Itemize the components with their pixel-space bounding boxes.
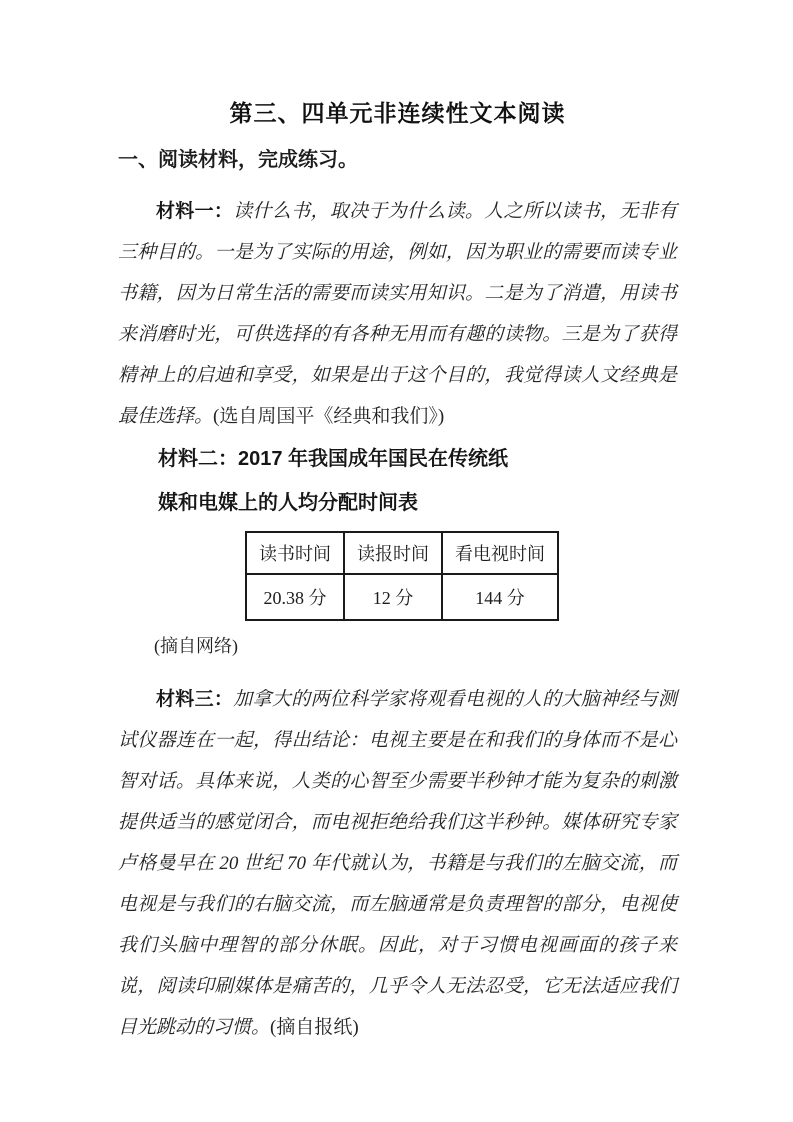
material-three-text: 加拿大的两位科学家将观看电视的人的大脑神经与测试仪器连在一起，得出结论：电视主要是在和我们的身体而不是心智对话。具体来说，人类的心智至少需要半秒钟才能为复杂的刺激提供适当的感觉闭合，而电视拒绝给我们这半秒钟。媒体研究专家卢格曼早在 20 世纪 70 年代就认为，书籍是与我们的左脑交流，而电视是与我们的右脑交流，而左脑通常是负责理智的部分，电视使我们头脑中理智的部分休眠。因此，对于习惯电视画面的孩子来说，阅读印刷媒体是痛苦的，几乎令人无法忍受，它无法适应我们目光跳动的习惯。 <box>118 689 677 1038</box>
material-two-heading-line2 <box>118 481 677 525</box>
table-value-newspaper-time: 12 分 <box>344 574 442 620</box>
material-three-source: (摘自报纸) <box>270 1017 359 1038</box>
material-one-source: (选自周国平《经典和我们》) <box>213 406 445 427</box>
table-header-row <box>246 532 558 574</box>
material-two-label: 材料二： <box>158 448 238 470</box>
table-header-tv-time: 看电视时间 <box>442 532 558 574</box>
material-two-title-line2: 媒和电媒上的人均分配时间表 <box>158 492 418 514</box>
material-two-heading-line1 <box>118 437 677 481</box>
material-one-text: 读什么书，取决于为什么读。人之所以读书，无非有三种目的。一是为了实际的用途，例如，因为职业的需要而读专业书籍，因为日常生活的需要而读实用知识。二是为了消遣，用读书来消磨时光，可供选择的有各种无用而有趣的读物。三是为了获得精神上的启迪和享受，如果是出于这个目的，我觉得读人文经典是最佳选择。 <box>118 201 677 427</box>
doc-title: 第三、四单元非连续性文本阅读 <box>229 100 566 126</box>
material-two-heading <box>118 437 677 525</box>
table-value-tv-time: 144 分 <box>442 574 558 620</box>
material-one-paragraph <box>118 191 677 437</box>
material-two-source-note: (摘自网络) <box>154 636 238 656</box>
time-allocation-table <box>245 531 559 621</box>
table-header-newspaper-time: 读报时间 <box>344 532 442 574</box>
table-header-reading-time: 读书时间 <box>246 532 344 574</box>
material-one-label: 材料一： <box>156 201 234 222</box>
table-value-reading-time: 20.38 分 <box>246 574 344 620</box>
table-value-row <box>246 574 558 620</box>
material-three-label: 材料三： <box>156 689 234 710</box>
material-two-title-line1: 2017 年我国成年国民在传统纸 <box>238 448 509 470</box>
section-heading: 一、阅读材料，完成练习。 <box>118 149 358 171</box>
material-three-paragraph <box>118 679 677 1048</box>
